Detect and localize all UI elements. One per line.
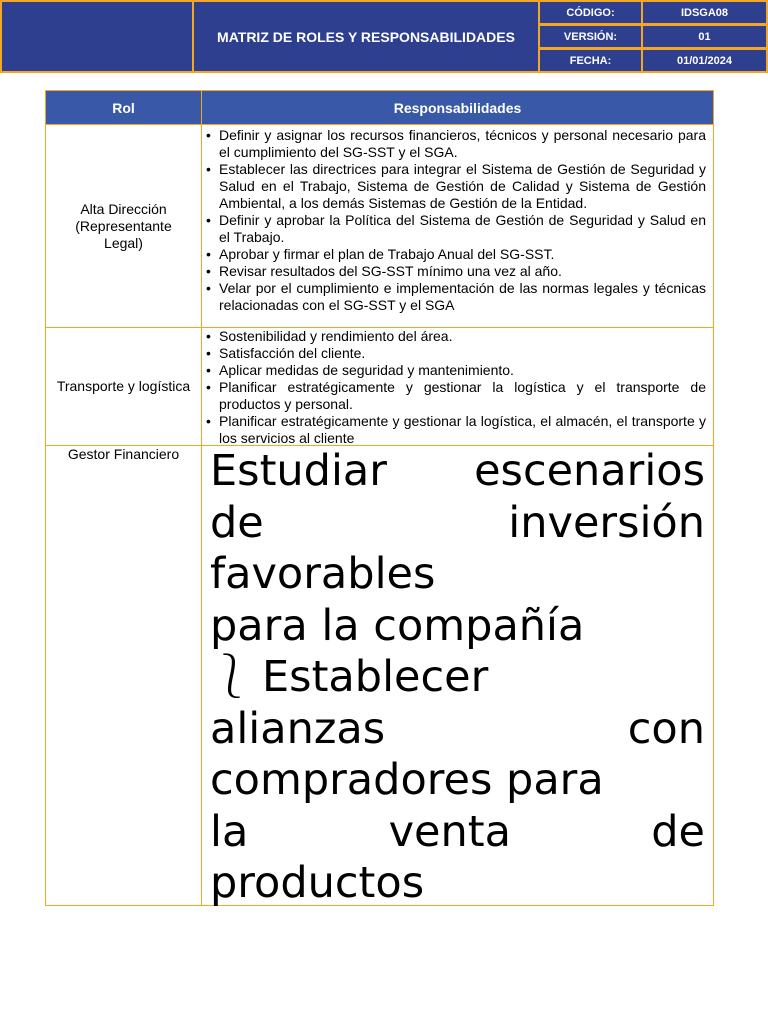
text-line: compradores para <box>210 755 604 805</box>
list-item: • Revisar resultados del SG-SST mínimo una vez al año. <box>205 263 706 280</box>
text-line: de inversión <box>210 497 705 548</box>
role-alta-direccion: Alta Dirección (Representante Legal) <box>45 124 202 328</box>
list-item: • Sostenibilidad y rendimiento del área. <box>205 328 706 345</box>
list-item: • Planificar estratégicamente y gestionar la logística, el almacén, el transporte y los servicios al cliente <box>205 413 706 447</box>
responsibilities-alta-direccion <box>201 124 714 328</box>
role-transporte-logistica: Transporte y logística <box>45 327 202 446</box>
text-line: favorables <box>210 549 436 599</box>
list-item: • Establecer las directrices para integrar el Sistema de Gestión de Seguridad y Salud en el Trabajo, Sistema de Gestión de Calidad y Sistema de Gestión Ambiental, a los demás Sistemas de Gestión de la Entidad. <box>205 161 706 212</box>
role-gestor-financiero: Gestor Financiero <box>45 445 202 906</box>
logo-cell <box>0 0 194 73</box>
list-item: • Definir y asignar los recursos financieros, técnicos y personal necesario para el cumplimiento del SG-SST y el SGA. <box>205 127 706 161</box>
responsibilities-gestor-financiero <box>201 445 714 906</box>
text-line: Estudiar escenarios <box>210 446 705 496</box>
text-line: Establecer <box>262 652 489 702</box>
responsibility-list <box>205 328 706 447</box>
text-line: para la compañía <box>210 600 585 651</box>
codigo-label: CÓDIGO: <box>538 0 643 25</box>
text-line: la venta de <box>210 806 705 857</box>
list-item: • Aplicar medidas de seguridad y mantenimiento. <box>205 362 706 379</box>
text-line: alianzas con <box>210 703 705 754</box>
list-item: • Definir y aprobar la Política del Sistema de Gestión de Seguridad y Salud en el Trabajo. <box>205 212 706 246</box>
responsibilities-transporte-logistica <box>201 327 714 446</box>
bracket-bullet-icon: ⎱ <box>210 652 253 702</box>
column-header-responsabilidades: Responsabilidades <box>201 90 714 125</box>
fecha-label: FECHA: <box>538 48 643 73</box>
text-line-with-bullet <box>210 652 705 704</box>
version-value: 01 <box>641 24 768 49</box>
list-item: • Aprobar y firmar el plan de Trabajo Anual del SG-SST. <box>205 246 706 263</box>
text-line: productos <box>210 858 425 908</box>
list-item: • Planificar estratégicamente y gestionar la logística y el transporte de productos y personal. <box>205 379 706 413</box>
version-label: VERSIÓN: <box>538 24 643 49</box>
roles-table <box>45 90 714 906</box>
document-title: MATRIZ DE ROLES Y RESPONSABILIDADES <box>192 0 540 73</box>
column-header-rol: Rol <box>45 90 202 125</box>
list-item: • Satisfacción del cliente. <box>205 345 706 362</box>
responsibility-list <box>205 127 706 314</box>
document-header <box>0 0 768 73</box>
list-item: • Velar por el cumplimiento e implementación de las normas legales y técnicas relacionadas con el SG-SST y el SGA <box>205 280 706 314</box>
codigo-value: IDSGA08 <box>641 0 768 25</box>
fecha-value: 01/01/2024 <box>641 48 768 73</box>
